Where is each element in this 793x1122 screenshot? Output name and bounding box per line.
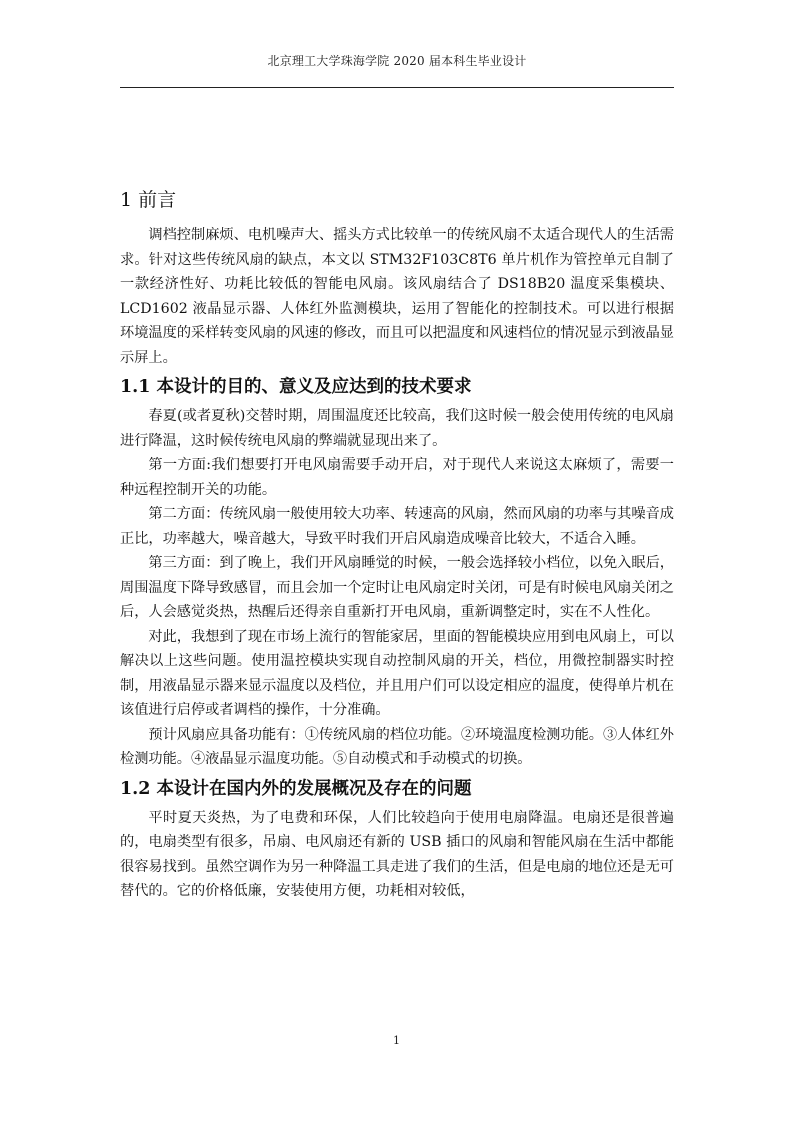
paragraph: 对此，我想到了现在市场上流行的智能家居，里面的智能模块应用到电风扇上，可以解决以上这些问题。使用温控模块实现自动控制风扇的开关，档位，用微控制器实时控制，用液晶显示器来显示温度以及档位，并且用户们可以设定相应的温度，使得单片机在该值进行启停或者调档的操作，十分准确。 xyxy=(120,628,674,718)
paragraph: 春夏(或者夏秋)交替时期，周围温度还比较高，我们这时候一般会使用传统的电风扇进行降温，这时候传统电风扇的弊端就显现出来了。 xyxy=(120,408,674,449)
section-1-1-heading: 1.1 本设计的目的、意义及应达到的技术要求 xyxy=(120,377,472,397)
document-body xyxy=(120,183,674,904)
paragraph: 第三方面：到了晚上，我们开风扇睡觉的时候，一般会选择较小档位，以免入眠后，周围温度下降导致感冒，而且会加一个定时让电风扇定时关闭，可是有时候电风扇关闭之后，人会感觉炎热，热醒后还得亲自重新打开电风扇，重新调整定时，实在不人性化。 xyxy=(120,555,674,620)
paragraph: 平时夏天炎热，为了电费和环保，人们比较趋向于使用电扇降温。电扇还是很普遍的，电扇类型有很多，吊扇、电风扇还有新的 USB 插口的风扇和智能风扇在生活中都能很容易找到。虽然空调作为另一种降温工具走进了我们的生活，但是电扇的地位还是无可替代的。它的价格低廉，安装使用方便，功耗相对较低， xyxy=(120,809,674,899)
page-number: 1 xyxy=(393,1034,400,1047)
header-divider xyxy=(120,87,674,88)
section-1-heading: 1 前言 xyxy=(120,189,177,211)
paragraph: 第一方面:我们想要打开电风扇需要手动开启，对于现代人来说这太麻烦了，需要一种远程控制开关的功能。 xyxy=(120,457,674,498)
section-1-2-heading: 1.2 本设计在国内外的发展概况及存在的问题 xyxy=(120,778,472,799)
paragraph: 调档控制麻烦、电机噪声大、摇头方式比较单一的传统风扇不太适合现代人的生活需求。针对这些传统风扇的缺点，本文以 STM32F103C8T6 单片机作为管控单元自制了一款经济性好、功耗比较低的智能电风扇。该风扇结合了 DS18B20 温度采集模块、LCD1602 液晶显示器、人体红外监测模块，运用了智能化的控制技术。可以进行根据环境温度的采样转变风扇的风速的修改，而且可以把温度和风速档位的情况显示到液晶显示屏上。 xyxy=(120,227,674,366)
paragraph: 预计风扇应具备功能有：①传统风扇的档位功能。②环境温度检测功能。③人体红外检测功能。④液晶显示温度功能。⑤自动模式和手动模式的切换。 xyxy=(120,726,674,767)
paragraph: 第二方面：传统风扇一般使用较大功率、转速高的风扇，然而风扇的功率与其噪音成正比，功率越大，噪音越大，导致平时我们开启风扇造成噪音比较大，不适合入睡。 xyxy=(120,506,674,547)
page-header: 北京理工大学珠海学院 2020 届本科生毕业设计 xyxy=(267,54,527,68)
